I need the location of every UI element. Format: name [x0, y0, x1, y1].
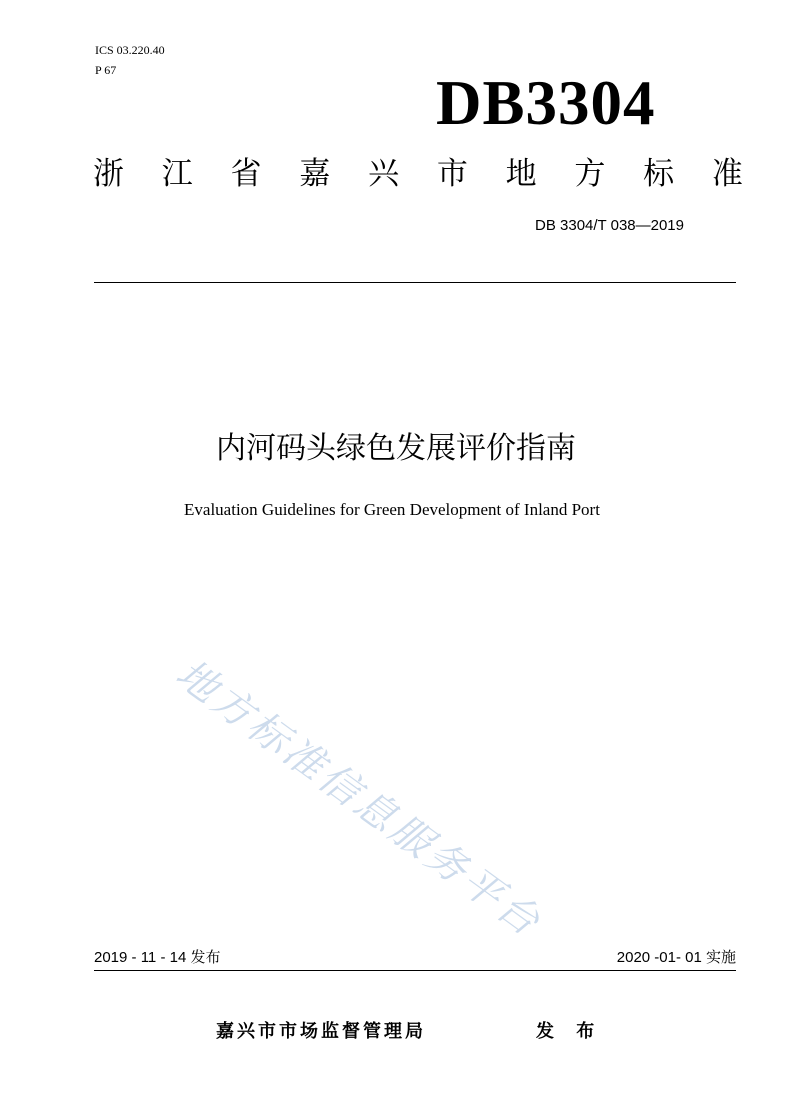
standard-type-char: 市 — [436, 156, 468, 192]
standard-type-char: 方 — [574, 156, 606, 192]
standard-code: DB 3304/T 038—2019 — [535, 217, 684, 234]
standard-type-char: 准 — [711, 156, 743, 192]
standard-type-char: 标 — [643, 156, 675, 192]
ics-code: ICS 03.220.40 — [95, 43, 165, 57]
standard-type-char: 兴 — [368, 156, 400, 192]
document-title-english: Evaluation Guidelines for Green Development of Inland Port — [184, 500, 600, 519]
header-divider — [94, 282, 736, 283]
standard-type-char: 浙 — [93, 156, 124, 192]
issue-label: 发 布 — [536, 1021, 603, 1042]
implementation-date: 2020 -01- 01 实施 — [616, 949, 736, 966]
issue-date: 2019 - 11 - 14 发布 — [94, 949, 221, 966]
watermark: 地方标准信息服务平台 — [167, 650, 551, 947]
standard-type-char: 江 — [161, 156, 193, 192]
standard-logo: DB3304 — [436, 68, 656, 138]
issuing-authority: 嘉兴市市场监督管理局 — [216, 1021, 426, 1042]
document-title: 内河码头绿色发展评价指南 — [216, 431, 576, 466]
standard-type-char: 地 — [505, 156, 537, 192]
standard-type-title — [93, 152, 743, 196]
standard-type-char: 嘉 — [299, 156, 331, 192]
footer-divider — [94, 970, 736, 971]
standard-type-char: 省 — [230, 156, 262, 192]
classification-code: P 67 — [95, 63, 117, 77]
